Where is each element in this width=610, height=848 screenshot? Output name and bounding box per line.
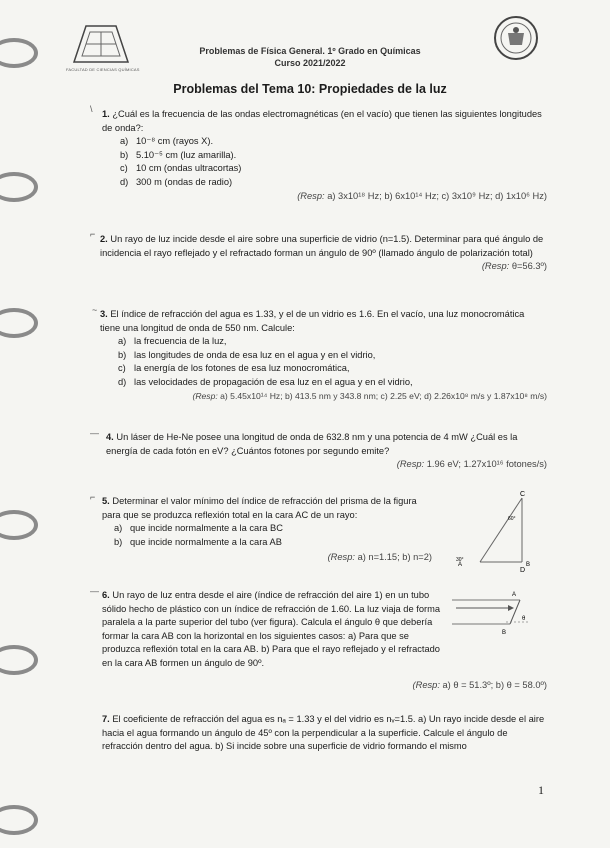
label-theta: θ	[522, 616, 526, 622]
problem-number: 2.	[100, 234, 108, 244]
pencil-mark: —	[90, 428, 99, 438]
item-text: la energía de los fotones de esa luz monocromática,	[134, 363, 350, 374]
answer-label: (Resp:	[412, 680, 440, 690]
pencil-mark: \	[90, 104, 93, 114]
item-label: d)	[120, 176, 129, 187]
label-a: A	[512, 592, 517, 598]
binder-ring	[0, 172, 38, 202]
problem-3	[100, 308, 547, 403]
label-b: B	[502, 630, 507, 636]
item-text: 5.10⁻⁵ cm (luz amarilla).	[136, 149, 237, 160]
answer-label: (Resp:	[481, 261, 510, 272]
item-label: c)	[118, 363, 126, 374]
item-text: 10⁻⁸ cm (rayos X).	[136, 136, 214, 147]
pencil-mark: ⌐	[90, 229, 96, 239]
answer-label: (Resp:	[192, 390, 218, 401]
problem-text: El coeficiente de refracción del agua es nₐ = 1.33 y el del vidrio es nᵥ=1.5. a) Un rayo incide desde el aire hacia el agua formando un ángulo de 45º con la perpendicular a la superficie. Calcule el ángulo de refracción dentro del agua. b) Si incide sobre una superficie de vidrio formando el mismo	[102, 714, 545, 752]
answer	[102, 551, 432, 565]
header-title	[190, 45, 430, 69]
item-label: d)	[118, 376, 127, 387]
binder-ring	[0, 308, 38, 338]
item-text: que incide normalmente a la cara AB	[130, 536, 282, 547]
problem-text: Un rayo de luz entra desde el aire (índice de refracción del aire 1) en un tubo sólido hecho de plástico con un índice de refracción de 1.60. La luz viaja de forma paralela a la parte superior del tubo (ver figura). Calcula el ángulo θ que debería formar la cara AB con la horizontal en los siguientes casos: a) Para que se produzca reflexión total en la cara AB. b) Para que el rayo reflejado y el refractado en la cara AB formen un ángulo de 90º.	[102, 590, 440, 668]
problem-number: 6.	[102, 590, 110, 600]
binder-ring	[0, 510, 38, 540]
problem-7	[102, 713, 547, 754]
answer	[380, 679, 547, 693]
problem-text: Determinar el valor mínimo del índice de refracción del prisma de la figura para que se produzca reflexión total en la cara AC de un rayo:	[102, 496, 417, 520]
binder-ring	[0, 805, 38, 835]
label-d: D	[520, 567, 526, 574]
problem-number: 1.	[102, 109, 110, 119]
problem-6	[102, 589, 440, 671]
item-text: las velocidades de propagación de esa luz en el agua y en el vidrio,	[134, 376, 413, 387]
item-label: c)	[120, 163, 128, 174]
problem-1	[102, 108, 547, 203]
item-text: 10 cm (ondas ultracortas)	[136, 163, 242, 174]
problem-text: ¿Cuál es la frecuencia de las ondas electromagnéticas (en el vacío) que tienen las siguientes longitudes de onda?:	[102, 109, 542, 133]
problem-4	[106, 431, 547, 472]
prism-figure	[440, 488, 550, 580]
problem-text: El índice de refracción del agua es 1.33, y el de un vidrio es 1.6. En el vacío, una luz monocromática tiene una longitud de onda de 550 nm. Calcule:	[100, 309, 525, 333]
header-line-1: Problemas de Física General. 1º Grado en Químicas	[199, 46, 421, 56]
answer-label: (Resp:	[327, 552, 355, 563]
answer-text: a) 3x10¹⁸ Hz; b) 6x10¹⁴ Hz; c) 3x10⁹ Hz; d) 1x10⁶ Hz)	[327, 190, 547, 201]
problem-number: 7.	[102, 714, 110, 724]
item-text: que incide normalmente a la cara BC	[130, 523, 283, 534]
answer-text: a) n=1.15; b) n=2)	[357, 552, 432, 563]
label-c: C	[520, 491, 526, 498]
label-angle-60: 60°	[508, 516, 516, 522]
problem-number: 5.	[102, 496, 110, 506]
problem-number: 4.	[106, 432, 114, 442]
item-label: a)	[114, 523, 123, 534]
problem-text: Un láser de He-Ne posee una longitud de onda de 632.8 nm y una potencia de 4 mW ¿Cuál es la energía de cada fotón en eV? ¿Cuántos fotones por segundo emite?	[106, 432, 518, 456]
pencil-mark: —	[90, 586, 99, 596]
problem-2	[100, 233, 547, 274]
problem-text: Un rayo de luz incide desde el aire sobre una superficie de vidrio (n=1.5). Determinar para qué ángulo de incidencia el rayo reflejado y el refractado forman un ángulo de 90º (llamado ángulo de polarización total)	[100, 234, 544, 258]
item-label: a)	[118, 336, 127, 347]
answer-text: θ=56.3º)	[511, 261, 547, 272]
problem-5	[102, 495, 432, 565]
document-title: Problemas del Tema 10: Propiedades de la luz	[173, 82, 447, 96]
item-text: las longitudes de onda de esa luz en el agua y en el vidrio,	[134, 349, 376, 360]
label-b: B	[526, 562, 531, 568]
answer	[106, 458, 547, 472]
label-a: A	[458, 562, 463, 568]
faculty-logo	[58, 22, 148, 72]
item-label: b)	[120, 149, 129, 160]
header-line-2: Curso 2021/2022	[274, 58, 346, 68]
answer-text: a) 5.45x10¹⁴ Hz; b) 413.5 nm y 343.8 nm; c) 2.25 eV; d) 2.26x10⁸ m/s y 1.87x10⁸ m/s)	[220, 390, 547, 401]
pencil-mark: ~	[92, 305, 98, 315]
item-text: la frecuencia de la luz,	[134, 336, 227, 347]
binder-ring	[0, 38, 38, 68]
answer-label: (Resp:	[396, 459, 425, 470]
answer	[100, 260, 547, 274]
item-text: 300 m (ondas de radio)	[136, 176, 233, 187]
answer-label: (Resp:	[297, 190, 325, 201]
logo-caption: FACULTAD DE CIENCIAS QUÍMICAS	[66, 67, 140, 72]
tube-figure	[448, 588, 548, 644]
item-label: a)	[120, 136, 129, 147]
item-label: b)	[118, 349, 127, 360]
pencil-mark: ⌐	[90, 492, 96, 502]
page-number: 1	[538, 783, 544, 797]
label-angle-30: 30°	[456, 557, 464, 563]
problem-number: 3.	[100, 309, 108, 319]
binder-ring	[0, 645, 38, 675]
university-seal	[493, 15, 539, 61]
answer-text: 1.96 eV; 1.27x10¹⁶ fotones/s)	[426, 459, 547, 470]
answer	[102, 190, 547, 204]
item-label: b)	[114, 536, 123, 547]
answer	[100, 390, 547, 404]
answer-text: a) θ = 51.3º; b) θ = 58.0º)	[442, 680, 547, 690]
